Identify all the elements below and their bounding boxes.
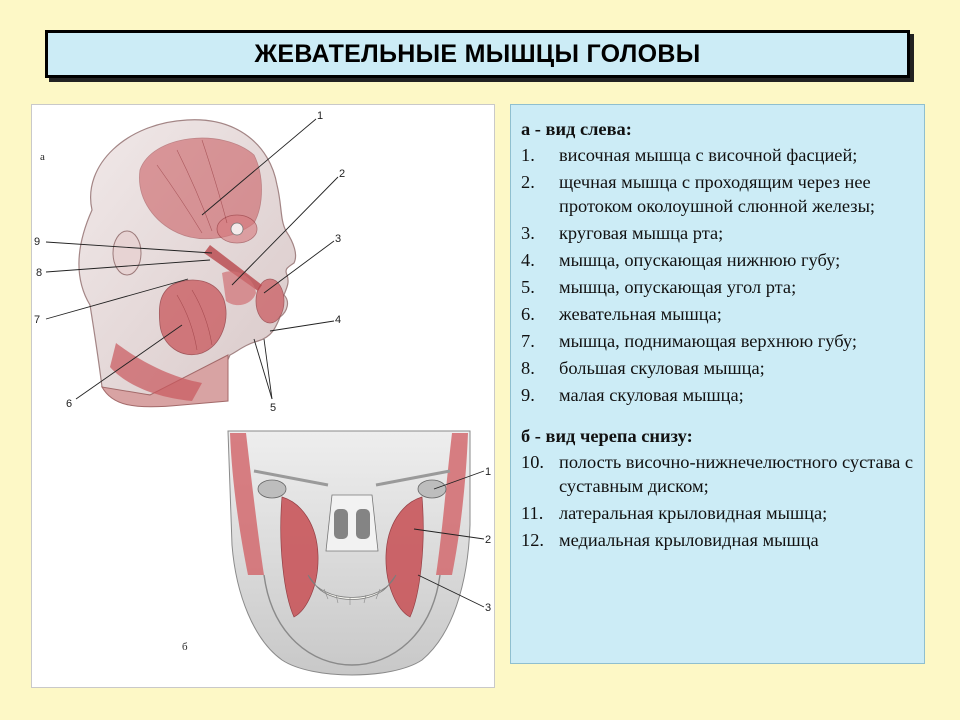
callout-a-3: 3 [335,233,342,245]
item-number: 9. [521,385,535,405]
item-text: большая скуловая мышца; [559,358,765,378]
list-item [521,143,914,167]
list-item [521,170,914,218]
callout-b-2: 2 [485,534,492,546]
legend-section-a-heading: а - вид слева: [521,119,632,139]
list-item [521,383,914,407]
anatomy-illustration [32,105,496,689]
choanae [356,509,370,539]
callout-a-7: 7 [34,314,41,326]
title-box [45,30,910,78]
panel-b-letter: б [182,641,188,653]
list-item [521,275,914,299]
callout-b-1: 1 [485,466,492,478]
item-text: мышца, опускающая нижнюю губу; [559,250,841,270]
item-text: медиальная крыловидная мышца [559,530,819,550]
legend-section-b-heading: б - вид черепа снизу: [521,426,693,446]
item-number: 2. [521,172,535,192]
list-item [521,450,914,498]
list-item [521,329,914,353]
callout-a-9: 9 [34,236,41,248]
page-title: ЖЕВАТЕЛЬНЫЕ МЫШЦЫ ГОЛОВЫ [254,39,701,68]
panel-a-letter: а [40,151,45,163]
item-number: 4. [521,250,535,270]
ear [113,231,141,275]
item-text: мышца, поднимающая верхнюю губу; [559,331,857,351]
item-text: жевательная мышца; [559,304,722,324]
item-number: 1. [521,145,535,165]
item-text: мышца, опускающая угол рта; [559,277,797,297]
item-text: полость височно-нижнечелюстного сустава с суставным диском; [559,452,914,496]
eye [231,223,243,235]
list-item [521,248,914,272]
list-item [521,302,914,326]
figure-a-head-lateral [34,110,345,414]
item-text: малая скуловая мышца; [559,385,744,405]
item-text: щечная мышца с проходящим через нее протоком околоушной слюнной железы; [559,172,876,216]
item-text: латеральная крыловидная мышца; [559,503,828,523]
joint-condyle-left [258,480,286,498]
legend-section-a-list [521,143,914,407]
item-number: 11. [521,503,544,523]
joint-condyle-right [418,480,446,498]
callout-a-6: 6 [66,398,73,410]
item-number: 3. [521,223,535,243]
callout-a-8: 8 [36,267,43,279]
item-number: 10. [521,452,544,472]
figure-b-skull-inferior [182,431,491,675]
list-item [521,528,914,552]
item-number: 7. [521,331,535,351]
skull-base [228,431,470,675]
callout-a-1: 1 [317,110,324,122]
callout-a-5: 5 [270,402,277,414]
callout-a-2: 2 [339,168,346,180]
legend-box [510,104,925,664]
item-text: височная мышца с височной фасцией; [559,145,858,165]
list-item [521,501,914,525]
item-number: 12. [521,530,544,550]
callout-a-4: 4 [335,314,342,326]
list-item [521,356,914,380]
item-number: 8. [521,358,535,378]
item-text: круговая мышца рта; [559,223,724,243]
nasal-cavity [326,495,378,551]
anatomy-figure-panel [31,104,495,688]
callout-b-3: 3 [485,602,492,614]
choanae [334,509,348,539]
item-number: 5. [521,277,535,297]
legend-section-b-list [521,450,914,552]
item-number: 6. [521,304,535,324]
list-item [521,221,914,245]
